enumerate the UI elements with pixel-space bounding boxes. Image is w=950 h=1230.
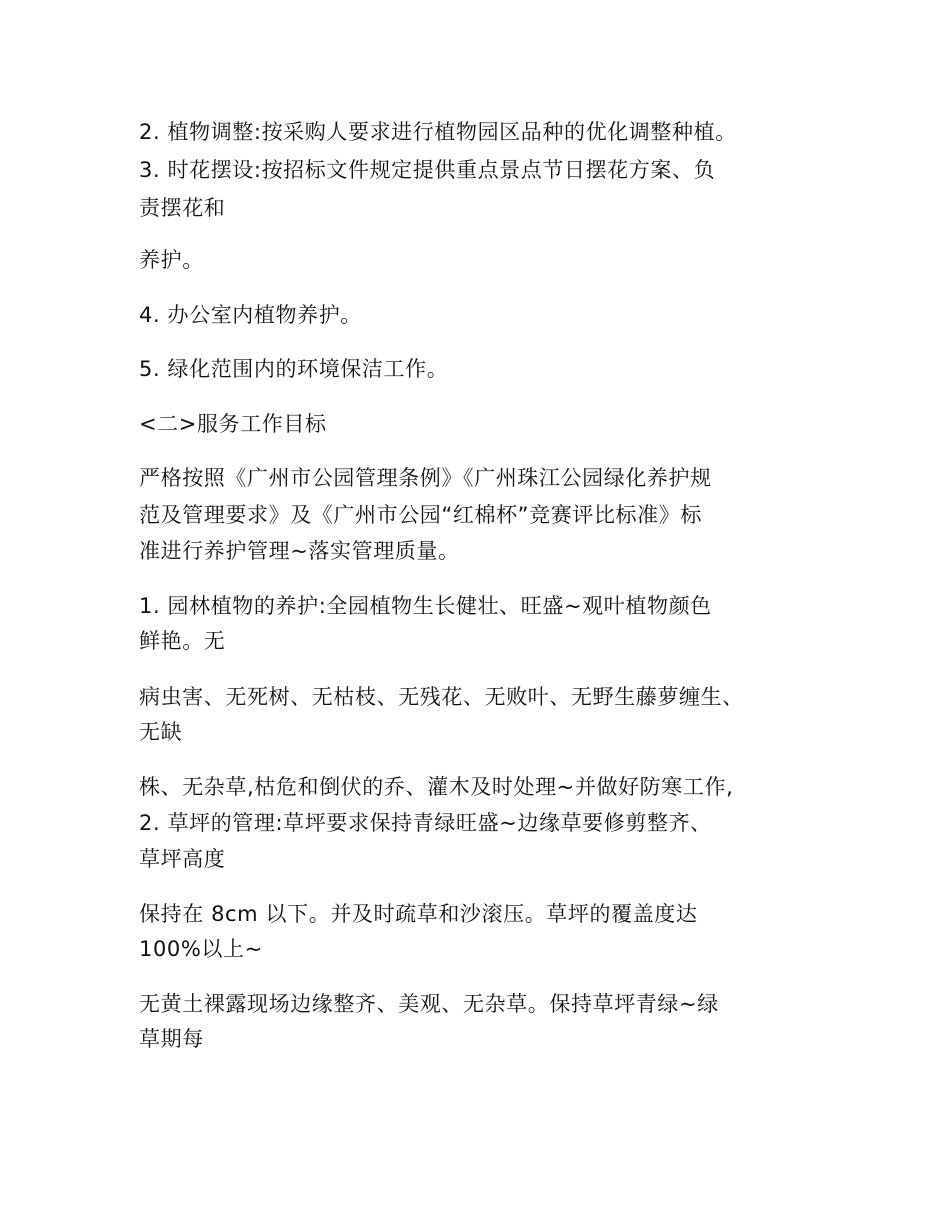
text-line: 100%以上~ [139, 937, 263, 961]
text-line: 草期每 [139, 1027, 204, 1051]
text-line: 4. 办公室内植物养护。 [139, 303, 362, 327]
text-line: 无缺 [139, 720, 183, 744]
section-heading: <二>服务工作目标 [139, 412, 327, 436]
text-line: 保持在 8cm 以下。并及时疏草和沙滚压。草坪的覆盖度达 [139, 902, 698, 926]
text-line: 病虫害、无死树、无枯枝、无残花、无败叶、无野生藤萝缠生、 [139, 685, 744, 709]
text-line: 范及管理要求》及《广州市公园“红棉杯”竞赛评比标准》标 [139, 503, 702, 527]
text-line: 准进行养护管理~落实管理质量。 [139, 539, 460, 563]
text-line: 2. 植物调整:按采购人要求进行植物园区品种的优化调整种植。 [139, 120, 737, 144]
text-line: 3. 时花摆设:按招标文件规定提供重点景点节日摆花方案、负 [139, 158, 716, 182]
text-line: 养护。 [139, 248, 204, 272]
text-line: 5. 绿化范围内的环境保洁工作。 [139, 357, 449, 381]
text-line: 鲜艳。无 [139, 629, 226, 653]
text-line: 责摆花和 [139, 196, 226, 220]
text-line: 无黄土裸露现场边缘整齐、美观、无杂草。保持草坪青绿~绿 [139, 992, 719, 1016]
text-line: 2. 草坪的管理:草坪要求保持青绿旺盛~边缘草要修剪整齐、 [139, 811, 712, 835]
text-line: 草坪高度 [139, 847, 226, 871]
text-line: 株、无杂草,枯危和倒伏的乔、灌木及时处理~并做好防寒工作, [139, 775, 734, 799]
text-line: 严格按照《广州市公园管理条例》《广州珠江公园绿化养护规 [139, 466, 712, 490]
text-line: 1. 园林植物的养护:全园植物生长健壮、旺盛~观叶植物颜色 [139, 594, 712, 618]
